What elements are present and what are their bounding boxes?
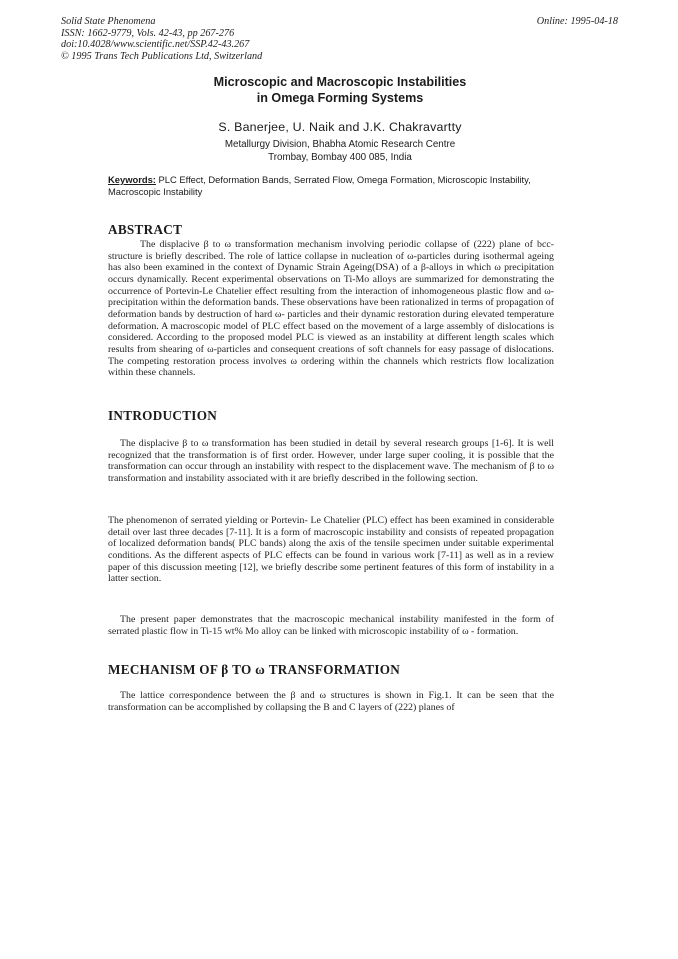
affiliation [110, 139, 570, 164]
mechanism-paragraph-1: The lattice correspondence between the β and ω structures is shown in Fig.1. It can be seen that the transformation can be accomplished by collapsing the B and C layers of (222) planes of [108, 690, 554, 713]
copyright-line: © 1995 Trans Tech Publications Ltd, Switzerland [61, 50, 263, 62]
mechanism-heading: MECHANISM OF β TO ω TRANSFORMATION [108, 662, 401, 677]
abstract-text: The displacive β to ω transformation mechanism involving periodic collapse of (222) plane of bcc-structure is briefly described. The role of lattice collapse in nucleation of ω-particles during isothermal ageing has also been examined in the context of Dynamic Strain Ageing(DSA) of a β-alloys in which ω precipitation occurs dynamically. Recent experimental observations on Ti-Mo alloys are summarized for demonstrating the occurrence of Portevin-Le Chatelier effect resulting from the interaction of inhomogeneous plastic flow and ω-precipitation within the deformation bands. These observations have been rationalized in terms of propagation of deformation bands by destruction of hard ω- particles and their dynamic restoration during elevated temperature deformation. A macroscopic model of PLC effect based on the movement of a large assembly of dislocations is considered. According to the proposed model PLC is viewed as an instability at different length scales which results from shearing of ω-particles and consequent creations of soft channels for easy passage of dislocations. The competing restoration process involves ω ordering within the channels which restricts flow localization within these channels. [108, 239, 554, 379]
introduction-heading: INTRODUCTION [108, 408, 218, 423]
abstract-heading: ABSTRACT [108, 222, 183, 237]
author-list: S. Banerjee, U. Naik and J.K. Chakravartty [218, 120, 462, 134]
affiliation-line-2: Trombay, Bombay 400 085, India [268, 151, 412, 163]
keywords-text: PLC Effect, Deformation Bands, Serrated Flow, Omega Formation, Microscopic Instability, Macroscopic Instability [108, 174, 531, 197]
journal-name: Solid State Phenomena [61, 16, 156, 27]
intro-paragraph-1: The displacive β to ω transformation has been studied in detail by several research groups [1-6]. It is well recognized that the transformation is of first order. However, under large super cooling, it is possible that the transformation can occur through an instability with respect to the displacement wave. The mechanism of β to ω transformation and instability associated with it are briefly described in the following section. [108, 438, 554, 484]
issn-line: ISSN: 1662-9779, Vols. 42-43, pp 267-276 [61, 27, 235, 39]
paper-title [110, 74, 570, 106]
affiliation-line-1: Metallurgy Division, Bhabha Atomic Research Centre [224, 139, 456, 150]
intro-paragraph-3: The present paper demonstrates that the macroscopic mechanical instability manifested in the form of serrated plastic flow in Ti-15 wt% Mo alloy can be linked with microscopic instability of ω - formation. [108, 614, 554, 637]
title-line-2: in Omega Forming Systems [256, 91, 424, 105]
online-date: Online: 1995-04-18 [536, 16, 618, 27]
intro-paragraph-2: The phenomenon of serrated yielding or Portevin- Le Chatelier (PLC) effect has been examined in considerable detail over last three decades [7-11]. It is a form of macroscopic instability and consists of repeated propagation of localized deformation bands( PLC bands) along the axis of the tensile specimen under suitable experimental conditions. As the different aspects of PLC effects can be found in various work [7-11] as well as in a review paper of this discussion meeting [12], we briefly describe some pertinent features of this form of instability in a latter section. [108, 515, 554, 585]
keywords-label: Keywords: [108, 174, 156, 185]
doi-line[interactable]: doi:10.4028/www.scientific.net/SSP.42-43.267 [61, 39, 250, 51]
keywords [108, 174, 556, 198]
title-line-1: Microscopic and Macroscopic Instabilities [213, 75, 467, 89]
journal-header [61, 16, 262, 62]
